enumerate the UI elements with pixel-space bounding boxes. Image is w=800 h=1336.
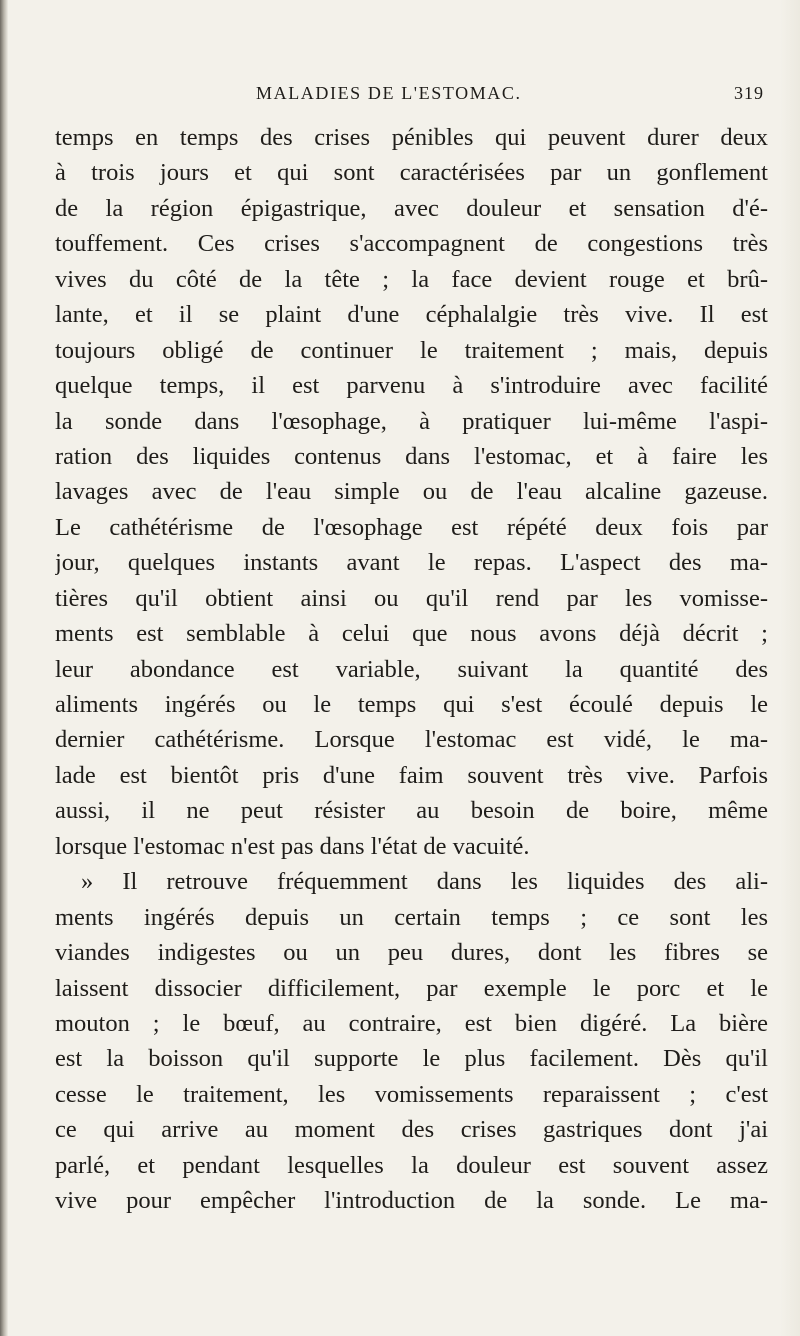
text-line: dernier cathétérisme. Lorsque l'estomac est vidé, le ma- (55, 726, 768, 754)
text-line: de la région épigastrique, avec douleur et sensation d'é- (55, 194, 768, 222)
page-header (0, 83, 800, 113)
text-line: parlé, et pendant lesquelles la douleur est souvent assez (55, 1151, 768, 1179)
text-line: Le cathétérisme de l'œsophage est répété deux fois par (55, 513, 768, 541)
text-line: ce qui arrive au moment des crises gastriques dont j'ai (55, 1116, 768, 1144)
text-line: jour, quelques instants avant le repas. L'aspect des ma- (55, 549, 768, 577)
body-text (55, 120, 768, 1219)
text-line: toujours obligé de continuer le traitement ; mais, depuis (55, 336, 768, 364)
text-line: cesse le traitement, les vomissements reparaissent ; c'est (55, 1080, 768, 1108)
text-line: vives du côté de la tête ; la face devient rouge et brû- (55, 265, 768, 293)
binding-gutter-shadow (0, 0, 8, 1336)
text-line: aliments ingérés ou le temps qui s'est écoulé depuis le (55, 691, 768, 718)
text-line: leur abondance est variable, suivant la quantité des (55, 655, 768, 683)
text-line: ments est semblable à celui que nous avons déjà décrit ; (55, 620, 768, 648)
text-line: à trois jours et qui sont caractérisées par un gonflement (55, 159, 768, 187)
text-line: touffement. Ces crises s'accompagnent de congestions très (55, 230, 768, 258)
text-line: ments ingérés depuis un certain temps ; ce sont les (55, 903, 768, 931)
text-line: laissent dissocier difficilement, par exemple le porc et le (55, 974, 768, 1002)
paragraph-first-line: » Il retrouve fréquemment dans les liquides des ali- (81, 868, 768, 896)
text-line: la sonde dans l'œsophage, à pratiquer lui-même l'aspi- (55, 407, 768, 435)
text-line: lade est bientôt pris d'une faim souvent très vive. Parfois (55, 761, 768, 789)
text-line: temps en temps des crises pénibles qui peuvent durer deux (55, 124, 768, 151)
text-line: ration des liquides contenus dans l'estomac, et à faire les (55, 442, 768, 470)
text-line: quelque temps, il est parvenu à s'introduire avec facilité (55, 372, 768, 400)
text-line: tières qu'il obtient ainsi ou qu'il rend par les vomisse- (55, 584, 768, 612)
text-line: lante, et il se plaint d'une céphalalgie très vive. Il est (55, 301, 768, 329)
text-line: est la boisson qu'il supporte le plus facilement. Dès qu'il (55, 1045, 768, 1073)
text-line: mouton ; le bœuf, au contraire, est bien digéré. La bière (55, 1009, 768, 1037)
text-line: aussi, il ne peut résister au besoin de boire, même (55, 797, 768, 825)
running-head: MALADIES DE L'ESTOMAC. (256, 83, 522, 103)
text-line: viandes indigestes ou un peu dures, dont les fibres se (55, 939, 768, 967)
paragraph-last-line: lorsque l'estomac n'est pas dans l'état de vacuité. (55, 832, 530, 860)
text-line: vive pour empêcher l'introduction de la sonde. Le ma- (55, 1187, 768, 1215)
text-line: lavages avec de l'eau simple ou de l'eau alcaline gazeuse. (55, 478, 768, 506)
page-number: 319 (734, 83, 764, 103)
